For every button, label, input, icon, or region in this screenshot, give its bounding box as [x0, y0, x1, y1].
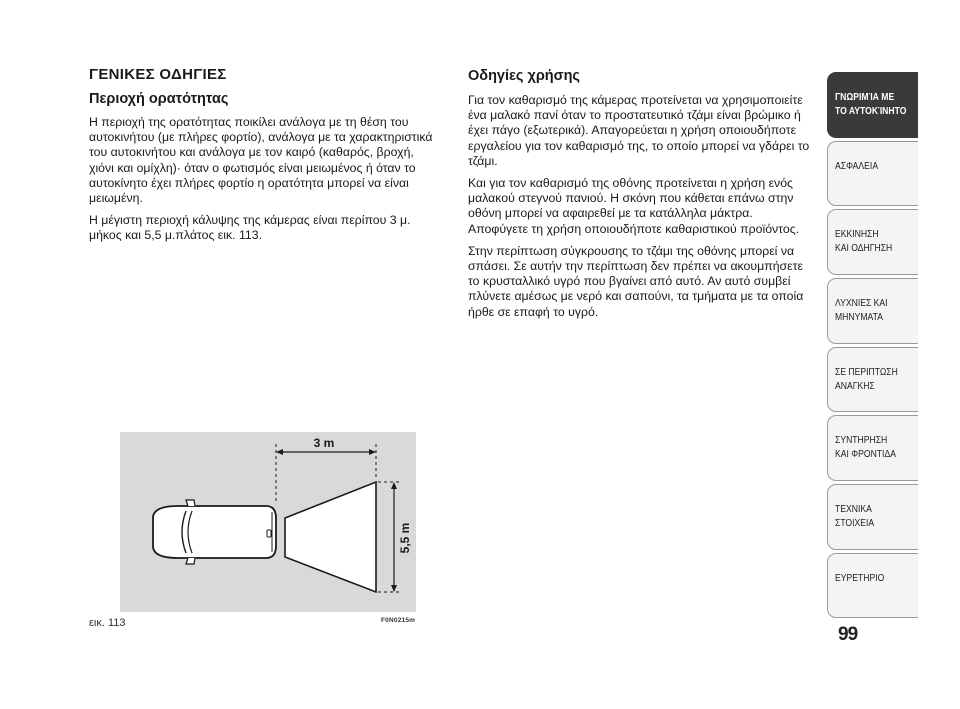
chapter-tabs [827, 72, 918, 622]
subsection-title-instructions: Οδηγίες χρήσης [468, 68, 580, 84]
paragraph: Για τον καθαρισμό της κάμερας προτείνεται να χρησιμοποιείτε ένα μαλακό πανί όταν το προστατευτικό τζάμι είναι βρώμικο ή έχει πάγο (εξωτερικά). Απαγορεύεται η χρήση οποιουδήποτε εργαλείου για τον καθαρισμό της, το οποίο μπορεί να γδάρει το τζάμι. [468, 93, 810, 168]
width-label: 5,5 m [398, 522, 412, 554]
tab-getting-to-know-vehicle[interactable]: ΓΝΩΡΙΜΊΑ ΜΕ ΤΟ ΑΥΤΟΚΊΝΗΤΟ [827, 72, 918, 138]
car-icon [153, 500, 276, 564]
tab-safety[interactable]: ΑΣΦΑΛΕΙΑ [827, 141, 918, 207]
figure-code: F0N0215m [381, 617, 416, 624]
left-column [89, 66, 439, 251]
tab-maintenance[interactable]: ΣΥΝΤΗΡΗΣΗ ΚΑΙ ΦΡΟΝΤΙΔΑ [827, 415, 918, 481]
page-number: 99 [838, 624, 858, 645]
paragraph: Η περιοχή της ορατότητας ποικίλει ανάλογα με τη θέση του αυτοκινήτου (με πλήρες φορτίο), ανάλογα με τα χαρακτηριστικά του αυτοκινήτου και ανάλογα με τον καιρό (καθαρός, βροχή, χιόνι και ομίχλη)· όταν ο φωτισμός είναι μειωμένος ή όταν το αυτοκίνητο έχει πλήρες φορτίο η ορατότητα μπορεί να είναι μειωμένη. [89, 115, 433, 206]
paragraph: Η μέγιστη περιοχή κάλυψης της κάμερας είναι περίπου 3 μ. μήκος και 5,5 μ.πλάτος εικ. 113. [89, 213, 411, 243]
tab-technical-data[interactable]: ΤΕΧΝΙΚΑ ΣΤΟΙΧΕΙΑ [827, 484, 918, 550]
coverage-area [285, 482, 376, 592]
paragraph: Και για τον καθαρισμό της οθόνης προτείνεται η χρήση ενός μαλακού στεγνού πανιού. Η σκόνη που κάθεται επάνω στην οθόνη μπορεί να αφαιρεθεί με τα κατάλληλα μάκτρα. Αποφύγετε τη χρήση οποιουδήποτε καθαριστικού προϊόντος. [468, 176, 800, 236]
section-title: ΓΕΝΙΚΕΣ ΟΔΗΓΙΕΣ [89, 66, 227, 83]
camera-coverage-figure [120, 432, 416, 612]
length-label: 3 m [313, 436, 335, 450]
tab-starting-driving[interactable]: ΕΚΚΙΝΗΣΗ ΚΑΙ ΟΔΗΓΗΣΗ [827, 209, 918, 275]
figure-caption: εικ. 113 [89, 617, 126, 629]
tab-index[interactable]: ΕΥΡΕΤΗΡΙΟ [827, 553, 918, 619]
subsection-title-visibility: Περιοχή ορατότητας [89, 91, 229, 107]
coverage-diagram [120, 432, 416, 612]
tab-emergency[interactable]: ΣΕ ΠΕΡΙΠΤΩΣΗ ΑΝΑΓΚΗΣ [827, 347, 918, 413]
paragraph: Στην περίπτωση σύγκρουσης το τζάμι της οθόνης μπορεί να σπάσει. Σε αυτήν την περίπτωση δεν πρέπει να ακουμπήσετε το κρυσταλλικό υγρό που βγαίνει από αυτό. Αν αυτό συμβεί πλύνετε αμέσως με νερό και σαπούνι, τα τμήματα με τα οποία ήρθε σε επαφή το υγρό. [468, 243, 804, 319]
tab-warning-lights[interactable]: ΛΥΧΝΙΕΣ ΚΑΙ ΜΗΝΥΜΑΤΑ [827, 278, 918, 344]
right-column [468, 68, 810, 327]
